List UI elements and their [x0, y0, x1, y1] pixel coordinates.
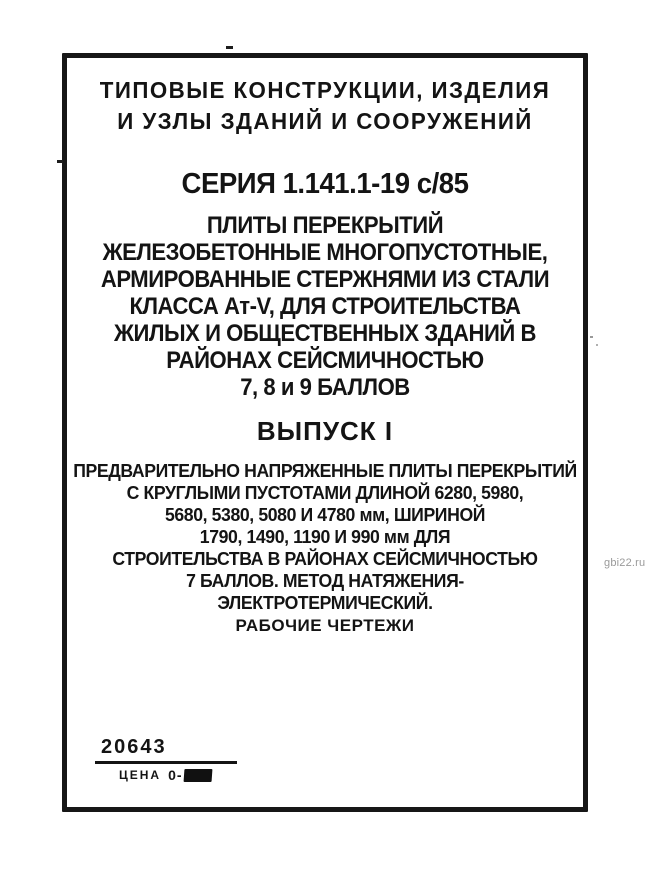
price-label: ЦЕНА: [119, 768, 162, 782]
price-line: [95, 767, 237, 783]
title-line: КЛАССА Ат-V, ДЛЯ СТРОИТЕЛЬСТВА: [129, 293, 521, 320]
title-line: 7, 8 и 9 БАЛЛОВ: [240, 374, 410, 401]
title-line: АРМИРОВАННЫЕ СТЕРЖНЯМИ ИЗ СТАЛИ: [100, 266, 550, 293]
header-line-1: ТИПОВЫЕ КОНСТРУКЦИИ, ИЗДЕЛИЯ: [99, 77, 551, 103]
scan-artifact: [57, 160, 63, 163]
description-line: 1790, 1490, 1190 И 990 мм ДЛЯ: [199, 527, 451, 547]
description-block: [72, 460, 578, 614]
price-redacted-blot: [183, 769, 212, 782]
title-line: ЖЕЛЕЗОБЕТОННЫЕ МНОГОПУСТОТНЫЕ,: [102, 239, 548, 266]
main-title-block: [88, 212, 563, 401]
description-line: 5680, 5380, 5080 И 4780 мм, ШИРИНОЙ: [164, 505, 486, 525]
price-value: 0-: [168, 767, 183, 783]
title-line: ПЛИТЫ ПЕРЕКРЫТИЙ: [206, 212, 444, 239]
header-line-2: И УЗЛЫ ЗДАНИЙ И СООРУЖЕНИЙ: [117, 108, 533, 134]
title-line: ЖИЛЫХ И ОБЩЕСТВЕННЫХ ЗДАНИЙ В: [114, 320, 536, 347]
series-title: СЕРИЯ 1.141.1-19 с/85: [181, 168, 469, 200]
scan-artifact: [590, 336, 593, 338]
description-line: ПРЕДВАРИТЕЛЬНО НАПРЯЖЕННЫЕ ПЛИТЫ ПЕРЕКРЫТИЙ: [73, 461, 577, 481]
document-border-frame: [62, 53, 588, 812]
description-line: С КРУГЛЫМИ ПУСТОТАМИ ДЛИНОЙ 6280, 5980,: [126, 483, 524, 503]
working-drawings-subtitle: РАБОЧИЕ ЧЕРТЕЖИ: [235, 616, 415, 635]
order-number: 20643: [95, 736, 237, 764]
issue-label: ВЫПУСК I: [256, 416, 394, 446]
header-block: [75, 75, 576, 137]
scan-artifact: [596, 344, 598, 346]
watermark-text: gbi22.ru: [604, 557, 646, 569]
footer-block: [95, 736, 237, 783]
description-line: ЭЛЕКТРОТЕРМИЧЕСКИЙ.: [217, 593, 433, 613]
description-line: СТРОИТЕЛЬСТВА В РАЙОНАХ СЕЙСМИЧНОСТЬЮ: [112, 549, 538, 569]
scan-artifact: [226, 46, 233, 49]
title-line: РАЙОНАХ СЕЙСМИЧНОСТЬЮ: [166, 347, 484, 374]
description-line: 7 БАЛЛОВ. МЕТОД НАТЯЖЕНИЯ-: [186, 571, 464, 591]
